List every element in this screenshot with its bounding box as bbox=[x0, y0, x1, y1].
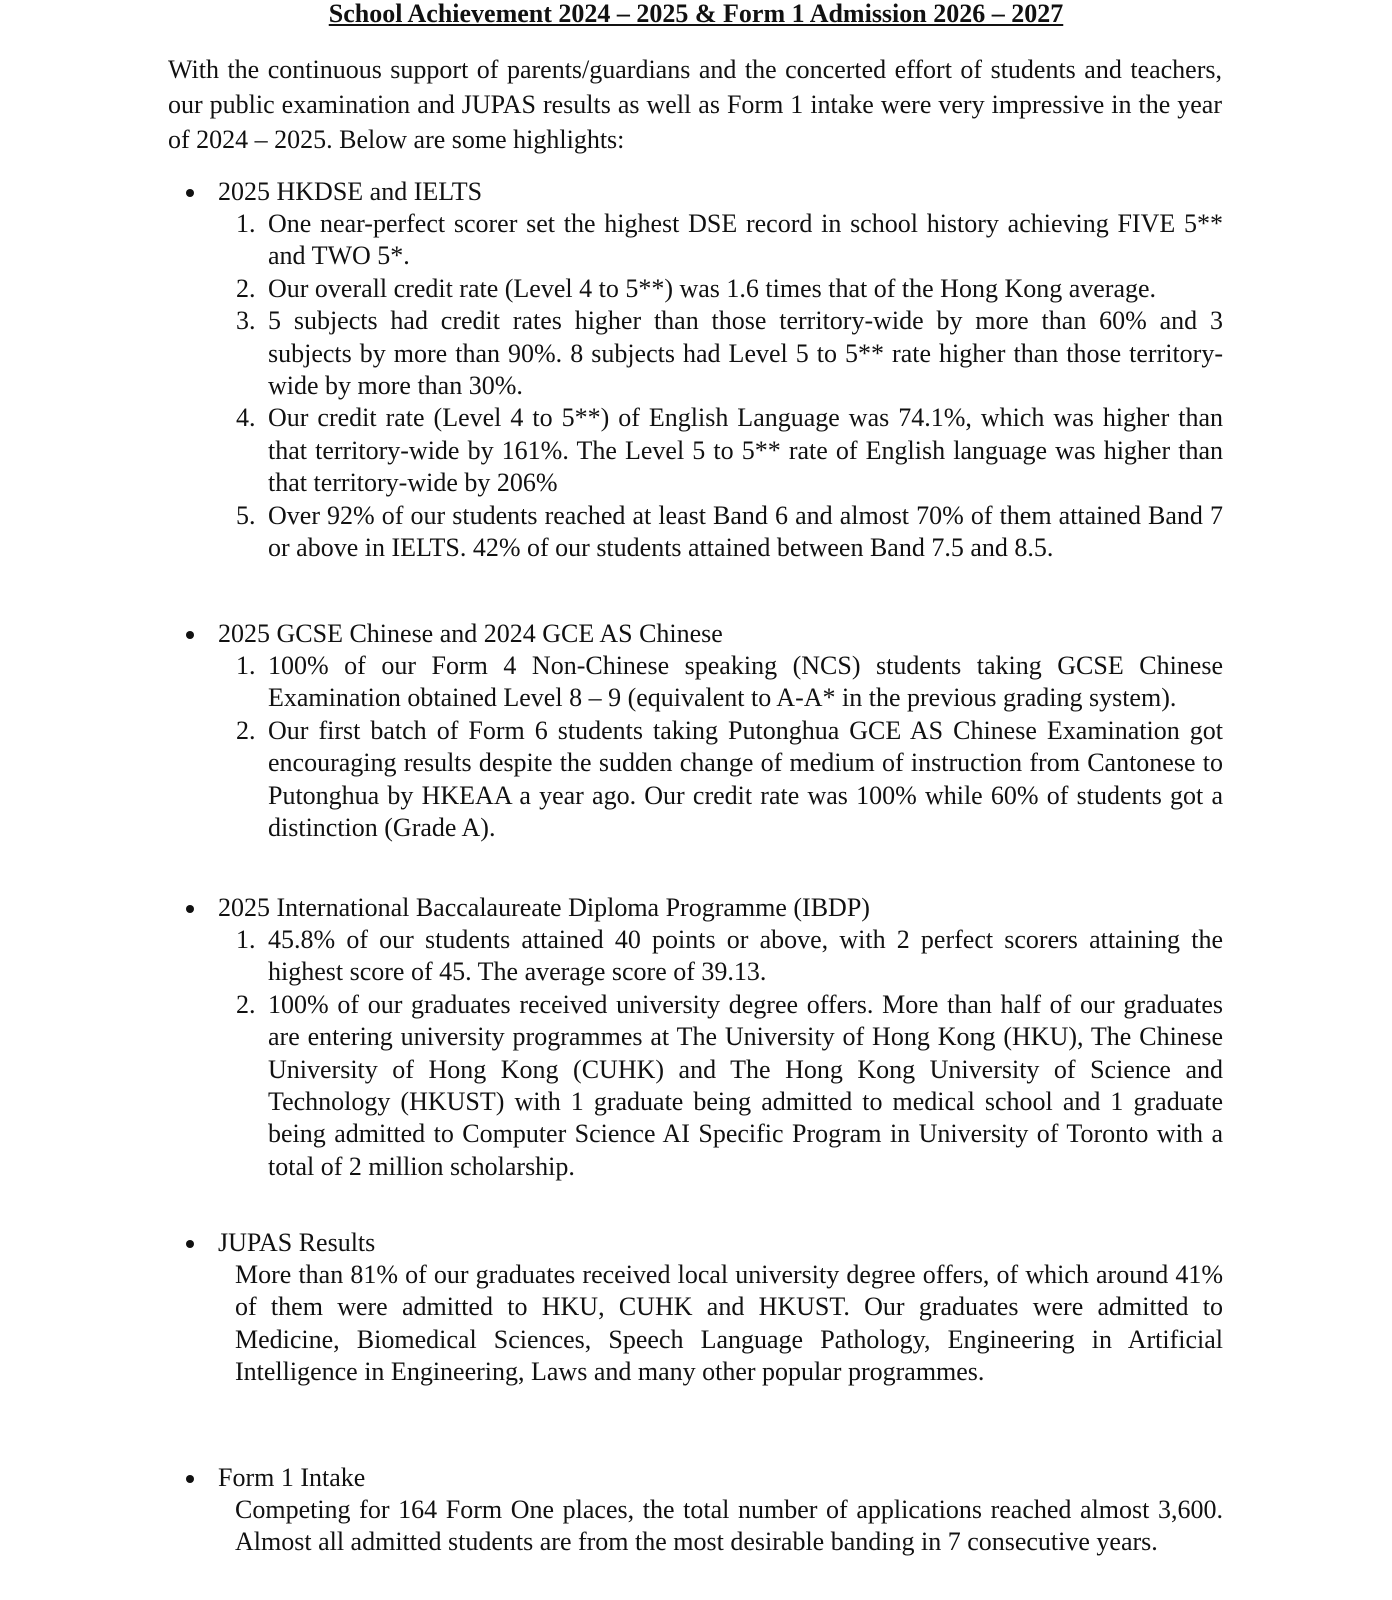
item-text: 45.8% of our students attained 40 points or above, with 2 perfect scorers attaining the highest score of 45. The average score of 39.13. bbox=[268, 925, 1223, 987]
section-heading bbox=[0, 618, 1392, 650]
bullet-icon bbox=[186, 631, 194, 639]
numbered-list bbox=[0, 924, 1392, 1183]
item-text: Over 92% of our students reached at least Band 6 and almost 70% of them attained Band 7 or above in IELTS. 42% of our students attained between Band 7.5 and 8.5. bbox=[268, 500, 1223, 563]
section-gcse-chinese bbox=[0, 618, 1392, 844]
list-item bbox=[236, 402, 1223, 499]
section-heading-text: 2025 HKDSE and IELTS bbox=[218, 177, 483, 206]
section-jupas-results bbox=[0, 1227, 1392, 1389]
item-number: 4. bbox=[236, 403, 256, 433]
item-text: 100% of our graduates received university degree offers. More than half of our graduates are entering university programmes at The University of Hong Kong (HKU), The Chinese University of Hong Kong (CUHK) and The Hong Kong University of Science and Technology (HKUST) with 1 graduate being admitted to medical school and 1 graduate being admitted to Computer Science AI Specific Program in University of Toronto with a total of 2 million scholarship. bbox=[268, 989, 1223, 1181]
item-text: Our credit rate (Level 4 to 5**) of English Language was 74.1%, which was higher than that territory-wide by 161%. The Level 5 to 5** rate of English language was higher than that territory-wide by 206% bbox=[268, 403, 1223, 498]
item-number: 3. bbox=[236, 306, 256, 336]
section-heading-text: 2025 GCSE Chinese and 2024 GCE AS Chinese bbox=[218, 619, 723, 648]
item-number: 1. bbox=[236, 209, 256, 238]
section-paragraph: Competing for 164 Form One places, the total number of applications reached almost 3,600. Almost all admitted students are from the most desirable banding in 7 consecutive years. bbox=[235, 1495, 1223, 1557]
bullet-icon bbox=[186, 1475, 194, 1483]
list-item bbox=[236, 650, 1223, 715]
section-heading bbox=[0, 892, 1392, 924]
item-number: 2. bbox=[236, 989, 256, 1019]
section-hkdse-ielts bbox=[0, 176, 1392, 564]
section-paragraph: More than 81% of our graduates received local university degree offers, of which around 41% of them were admitted to HKU, CUHK and HKUST. Our graduates were admitted to Medicine, Biomedical Sciences, Speech Language Pathology, Engineering in Artificial Intelligence in Engineering, Laws and many other popular programmes. bbox=[235, 1260, 1223, 1387]
item-number: 2. bbox=[236, 715, 256, 745]
item-number: 2. bbox=[236, 273, 256, 303]
list-item bbox=[236, 500, 1223, 565]
item-number: 1. bbox=[236, 651, 256, 680]
section-heading-text: 2025 International Baccalaureate Diploma Programme (IBDP) bbox=[218, 893, 870, 922]
section-heading bbox=[0, 176, 1392, 208]
list-item bbox=[236, 924, 1223, 989]
item-text: 100% of our Form 4 Non-Chinese speaking (NCS) students taking GCSE Chinese Examination obtained Level 8 – 9 (equivalent to A-A* in the previous grading system). bbox=[268, 651, 1223, 713]
item-text: Our overall credit rate (Level 4 to 5**) was 1.6 times that of the Hong Kong average. bbox=[268, 273, 1157, 303]
numbered-list bbox=[0, 208, 1392, 564]
list-item bbox=[236, 989, 1223, 1183]
item-text: Our first batch of Form 6 students taking Putonghua GCE AS Chinese Examination got encouraging results despite the sudden change of medium of instruction from Cantonese to Putonghua by HKEAA a year ago. Our credit rate was 100% while 60% of students got a distinction (Grade A). bbox=[268, 715, 1223, 843]
numbered-list bbox=[0, 650, 1392, 844]
section-heading bbox=[0, 1227, 1392, 1259]
section-heading bbox=[0, 1462, 1392, 1494]
item-text: 5 subjects had credit rates higher than those territory-wide by more than 60% and 3 subjects by more than 90%. 8 subjects had Level 5 to 5** rate higher than those territory-wide by more than 30%. bbox=[268, 306, 1223, 401]
bullet-icon bbox=[186, 905, 194, 913]
item-text: One near-perfect scorer set the highest DSE record in school history achieving FIVE 5** and TWO 5*. bbox=[268, 209, 1223, 271]
bullet-icon bbox=[186, 189, 194, 197]
section-heading-text: Form 1 Intake bbox=[218, 1463, 366, 1492]
intro-paragraph: With the continuous support of parents/guardians and the concerted effort of students and teachers, our public examination and JUPAS results as well as Form 1 intake were very impressive in the year of 2024 – 2025. Below are some highlights: bbox=[168, 55, 1222, 154]
list-item bbox=[236, 715, 1223, 845]
item-number: 5. bbox=[236, 500, 256, 530]
list-item bbox=[236, 273, 1223, 305]
section-form1-intake bbox=[0, 1462, 1392, 1559]
list-item bbox=[236, 305, 1223, 402]
section-ibdp bbox=[0, 892, 1392, 1183]
item-number: 1. bbox=[236, 925, 256, 954]
list-item bbox=[236, 208, 1223, 273]
document-title: School Achievement 2024 – 2025 & Form 1 Admission 2026 – 2027 bbox=[328, 0, 1064, 28]
bullet-icon bbox=[186, 1240, 194, 1248]
section-heading-text: JUPAS Results bbox=[218, 1228, 376, 1257]
